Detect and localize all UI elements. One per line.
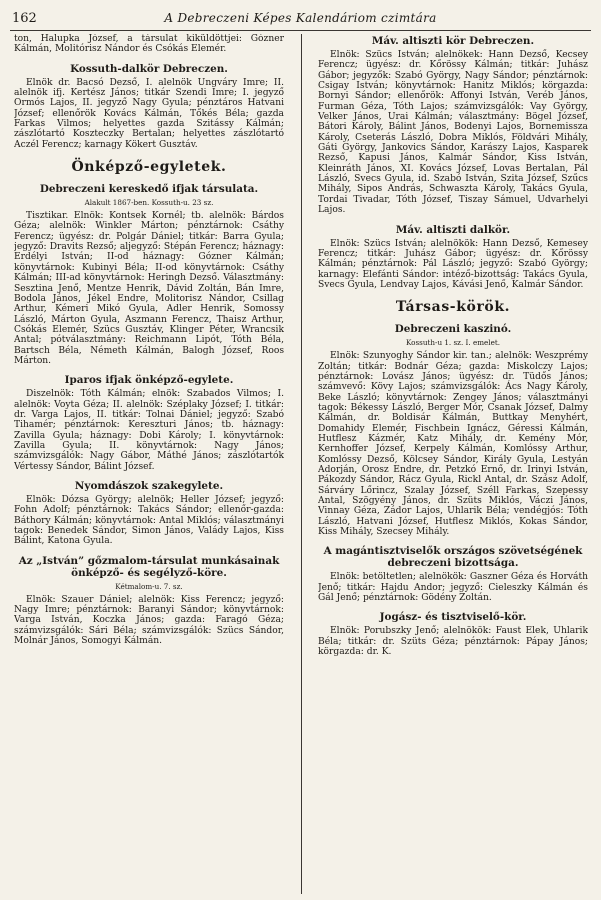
mav-altiszti-kor-title: Máv. altiszti kör Debreczen. — [371, 35, 535, 47]
nyomdaszok-text: Elnök: Dózsa György; alelnök; Heller József; jegyző: Fohn Adolf; pénztárnok: Takács Sándor; ellenőr-gazda: Báthory Kálmán; könyvtárnok: Antal Miklós; választmányi tagok: Benedek Sándor, Simon János, Valády Lajos, Kiss Bálint, Katona Gyula. — [14, 495, 284, 547]
onkepzo-heading: Önképző-egyletek. — [71, 159, 227, 176]
istvan-gozmalom-text: Elnök: Szauer Dániel; alelnök: Kiss Ferencz; jegyző: Nagy Imre; pénztárnok: Baranyi Sándor; könyvtárnok: Varga István, Koczka János; gazda: Faragó Géza; számvizsgálók: Sári Béla; számvizsgálók: Szücs Sándor, Molnár János, Somogyi Kálmán. — [14, 594, 284, 647]
kaszino-title: Debreczeni kaszinó. — [394, 323, 512, 336]
page-header — [10, 6, 591, 31]
running-title: A Debreczeni Képes Kalendáriom czimtára — [164, 11, 437, 25]
jogasz-kor-title: Jogász- és tisztviselő-kör. — [379, 611, 527, 624]
kereskedo-ifjak-note: Alakult 1867-ben. Kossuth-u. 23 sz. — [84, 198, 214, 208]
column-divider — [301, 34, 302, 894]
kereskedo-ifjak-text: Tisztikar. Elnök: Kontsek Kornél; tb. alelnök: Bárdos Géza; alelnök: Winkler Márton; pénztárnok: Csáthy Ferencz; ügyész: dr. Polgár Dániel; titkár: Barra Gyula; jegyző: Dravits Rezső; aljegyző: Stépán Ferencz; háznagy: Erdélyi István; II-od háznagy: Gózner Kálmán; könyvtárnok: Kubinyi Béla; II-od könyvtárnok: Csáthy Kálmán; III-ad könyvtárnok: Heringh Dezső. Választmány: Sesztina Jenő, Mentze Henrik, Dávid Zoltán, Bán Imre, Bodola János, Jékel Endre, Molitorisz Nándor, Csillag Arthur, Kémeri Mikó Gyula, Adler Henrik, Somossy László, Márton Gyula, Aszmann Ferencz, Thaisz Arthur, Csókás Elemér, Szücs Gusztáv, Klinger Péter, Wrancsik Antal; pótválasztmány: Reichmann Lipót, Tóth Béla, Bartsch Béla, Németh Kálmán, Balogh József, Roos Márton. — [14, 211, 284, 366]
magantisztviselok-title: A magántisztviselők országos szövetségének debreczeni bizottsága. — [323, 545, 583, 570]
mav-dalkor-text: Elnök: Szücs István; alelnökök: Hann Dezső, Kemesey Ferencz; titkár: Juhász Gábor; ügyész: dr. Kőrössy Kálmán; pénztárnok: Pál László; jegyző: Szabó György; karnagy: Elefánti Sándor: intéző-bizottság: Takács Gyula, Svecs Gyula, Lendvay Lajos, Kávási Jenő, Kalmár Sándor. — [318, 238, 588, 290]
iparos-ifjak-text: Diszelnök: Tóth Kálmán; elnök: Szabados Vilmos; I. alelnök: Voyta Géza; II. alelnök: Széplaky József; I. titkár: dr. Varga Lajos, II. titkár: Tolnai Dániel; jegyző: Szabó Tihamér; pénztárnok: Kereszturi János; tb. háznagy: Zavilla Gyula; háznagy: Dobi Károly; I. könyvtárnok: Zavilla Gyula; II. könyvtárnok: Nagy János; számvizsgálók: Nagy Gábor, Máthé János; zászlótartók Vértessy Sándor, Bálint József. — [14, 389, 284, 472]
tarsas-korok-heading: Társas-körök. — [395, 299, 511, 316]
kaszino-note: Kossuth-u 1. sz. I. emelet. — [405, 338, 500, 348]
kossuth-dalkor-text: Elnök dr. Bacsó Dezső, I. alelnök Ungváry Imre; II. alelnök ifj. Kertész János; titkár Szendi Imre; I. jegyző Ormós Lajos, II. jegyző Nagy Gyula; pénztáros Hatvani József; ellenőrök Kovács Kálmán, Tőkés Béla; gazda Farkas Vilmos; helyettes gazda Szitássy Kálmán; zászlótartó Koszteczky Bertalan; helyettes zászlótartó Aczél Ferencz; karnagy Kökert Gusztáv. — [14, 77, 284, 150]
magantisztviselok-text: Elnök: betöltetlen; alelnökök: Gaszner Géza és Horváth Jenő; titkár: Hajdu Andor; jegyző: Cieleszky Kálmán és Gál Jenő; pénztárnok: Gödény Zoltán. — [318, 572, 588, 604]
jogasz-kor-text: Elnök: Porubszky Jenő; alelnökök: Faust Elek, Uhlarik Béla; titkár: dr. Szüts Géza; pénztárnok: Pápay János; körgazda: dr. K. — [318, 626, 588, 658]
istvan-gozmalom-title: Az „István” gőzmalom-társulat munkásainak önképző- és segélyző-köre. — [18, 554, 280, 579]
mav-dalkor-title: Máv. altiszti dalkör. — [395, 223, 511, 236]
nyomdaszok-title: Nyomdászok szakegylete. — [74, 480, 224, 492]
left-column — [14, 34, 284, 896]
kaszino-text: Elnök: Szunyoghy Sándor kir. tan.; alelnök: Weszprémy Zoltán; titkár: Bodnár Géza; gazda: Miskolczy Lajos; pénztárnok: Lovász János; ügyész: dr. Tüdős János; számvevő: Kövy Lajos; számvizsgálók: Ács Nagy Károly, Beke László; könyvtárnok: Zengey János; választmányi tagok: Békessy László, Berger Mór, Csanak József, Dalmy Kálmán, dr. Boldisár Kálmán, Buttkay Menyhért, Domahidy Elemér, Fischbein Ignácz, Géressi Kálmán, Hutflesz Kázmér, Katz Mihály, dr. Kemény Mór, Kernhoffer József, Kerpely Kálmán, Komlóssy Arthur, Komlóssy Dezső, Kölcsey Sándor, Király Gyula, Lestyán Adorján, Orosz Endre, dr. Petzkó Ernő, dr. Irinyi István, Pákozdy Sándor, Rácz Gyula, Rickl Antal, dr. Szász Adolf, Sárváry Lőrincz, Szalay József, Széll Farkas, Szepessy Antal, Szögyény János, dr. Szüts Miklós, Váczi János, Vinnay Géza, Zádor Lajos, Uhlarik Béla; vendégjós: Tóth László, Hatvani József, Hutflesz Miklós, Kokas Sándor, Kiss Mihály, Szecsey Mihály. — [318, 351, 588, 538]
continued-text: ton, Halupka József, a társulat kiküldöttjei: Gózner Kálmán, Molitórisz Nándor és Csókás Elemér. — [14, 34, 284, 55]
mav-altiszti-kor-text: Elnök: Szücs István; alelnökek: Hann Dezső, Kecsey Ferencz; ügyész: dr. Kőrössy Kálmán; titkár: Juhász Gábor; jegyzők: Szabó György, Nagy Sándor; pénztárnok: Csigay István; könyvtárnok: Hanitz Miklós; körgazda: Bornyi Sándor; ellenőrök: Affonyi István, Veréb János, Furman Géza, Tóth Lajos; számvizsgálók: Vay György, Velker János, Urai Kálmán; választmány: Bögel József, Bátori Károly, Bálint János, Bodenyi Lajos, Bornemissza Károly, Cseterás László, Dobra Miklós, Földvári Mihály, Gáti György, Jankovics Sándor, Karászy Lajos, Kasparek Rezső, Kapusi János, Kalmár Sándor, Kiss István, Kleinráth János, XI. Kovács József, Lovas Bertalan, Pál László, Svecs Gyula, id. Szabó István, Szita József, Szűcs Mihály, Sipos András, Schwaszta Károly, Takács Gyula, Tordai Tivadar, Tóth József, Tiszay Sámuel, Udvarhelyi Lajos. — [318, 50, 588, 216]
kereskedo-ifjak-title: Debreczeni kereskedő ifjak társulata. — [39, 183, 259, 196]
page-number: 162 — [12, 11, 37, 26]
iparos-ifjak-title: Iparos ifjak önképző-egylete. — [64, 374, 234, 387]
istvan-gozmalom-note: Kétmalom-u. 7. sz. — [115, 581, 183, 591]
kossuth-dalkor-title: Kossuth-dalkör Debreczen. — [70, 62, 228, 75]
right-column — [318, 34, 588, 896]
